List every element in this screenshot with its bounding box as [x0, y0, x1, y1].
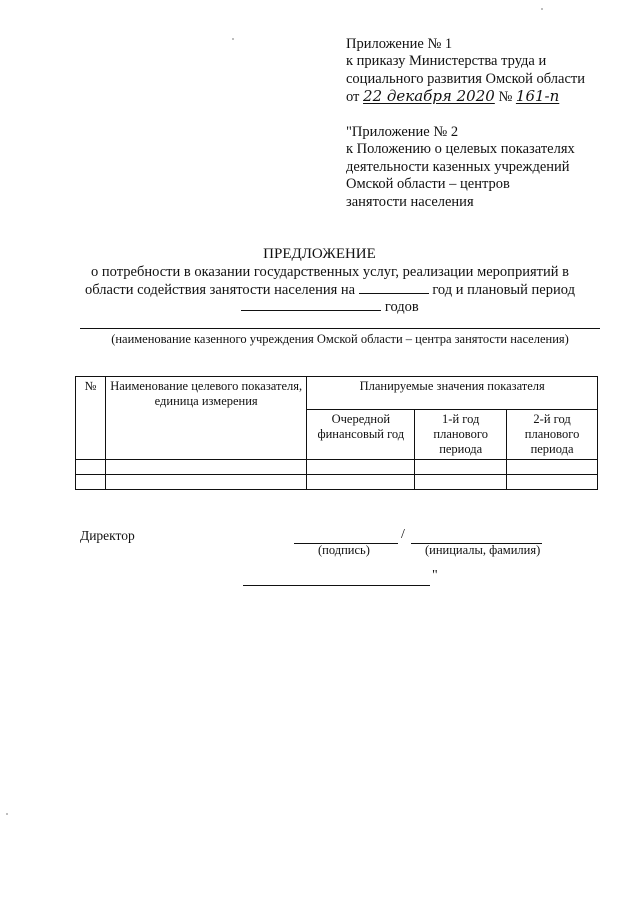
institution-caption: (наименование казенного учреждения Омской области – центра занятости населения) — [111, 332, 569, 346]
appendix2-header — [346, 124, 575, 211]
appendix-header — [346, 36, 585, 107]
number-label: № — [498, 89, 513, 106]
header-planned-values: Планируемые значения показателя — [307, 377, 598, 410]
table-cell[interactable] — [307, 460, 415, 475]
proposal-line-1: о потребности в оказании государственных услуг, реализации мероприятий в — [91, 264, 569, 280]
director-label: Директор — [80, 528, 135, 543]
scan-speck — [6, 813, 8, 815]
table-cell[interactable] — [507, 475, 598, 490]
appendix-line-2: к приказу Министерства труда и — [346, 53, 547, 70]
table-cell[interactable] — [307, 475, 415, 490]
from-label: от — [346, 89, 360, 106]
table-cell[interactable] — [415, 475, 507, 490]
handwritten-number: 161-п — [515, 87, 560, 106]
appendix-line-1: Приложение № 1 — [346, 36, 453, 52]
proposal-line-3-end: годов — [384, 299, 419, 315]
scan-speck — [232, 38, 234, 40]
header-number: № — [76, 377, 106, 460]
signature-slash: / — [401, 527, 405, 542]
appendix2-line: к Положению о целевых показателях — [346, 141, 575, 158]
handwritten-date: 22 декабря 2020 — [363, 87, 495, 106]
table-cell[interactable] — [76, 460, 106, 475]
closing-quote: " — [432, 568, 438, 583]
initials-caption: (инициалы, фамилия) — [425, 543, 541, 557]
appendix2-line: занятости населения — [346, 193, 474, 210]
document-title: ПРЕДЛОЖЕНИЕ — [263, 246, 376, 262]
closing-line — [243, 585, 430, 586]
appendix2-line: деятельности казенных учреждений — [346, 158, 570, 175]
table-cell[interactable] — [105, 475, 306, 490]
header-year-2: 2-й год планового периода — [507, 410, 598, 460]
indicators-table — [75, 376, 598, 490]
header-year-1: 1-й год планового периода — [415, 410, 507, 460]
scan-speck — [541, 8, 543, 10]
table-row — [76, 460, 598, 475]
table-row — [76, 475, 598, 490]
appendix-line-3: социального развития Омской области — [346, 70, 585, 87]
appendix-date-line — [346, 88, 585, 106]
period-blank — [241, 298, 381, 311]
proposal-line-3 — [40, 298, 620, 316]
proposal-line-2 — [40, 281, 620, 299]
appendix2-line: Омской области – центров — [346, 176, 510, 193]
header-current-year: Очередной финансовый год — [307, 410, 415, 460]
header-indicator-name: Наименование целевого показателя, единица измерения — [105, 377, 306, 460]
year-blank — [359, 281, 429, 294]
table-cell[interactable] — [507, 460, 598, 475]
appendix2-line: "Приложение № 2 — [346, 124, 459, 140]
table-cell[interactable] — [76, 475, 106, 490]
institution-line — [80, 328, 600, 329]
proposal-line-2-end: год и плановый период — [432, 282, 575, 298]
proposal-line-2-start: области содействия занятости населения на — [85, 282, 356, 298]
table-cell[interactable] — [415, 460, 507, 475]
signature-caption: (подпись) — [318, 543, 370, 557]
table-cell[interactable] — [105, 460, 306, 475]
